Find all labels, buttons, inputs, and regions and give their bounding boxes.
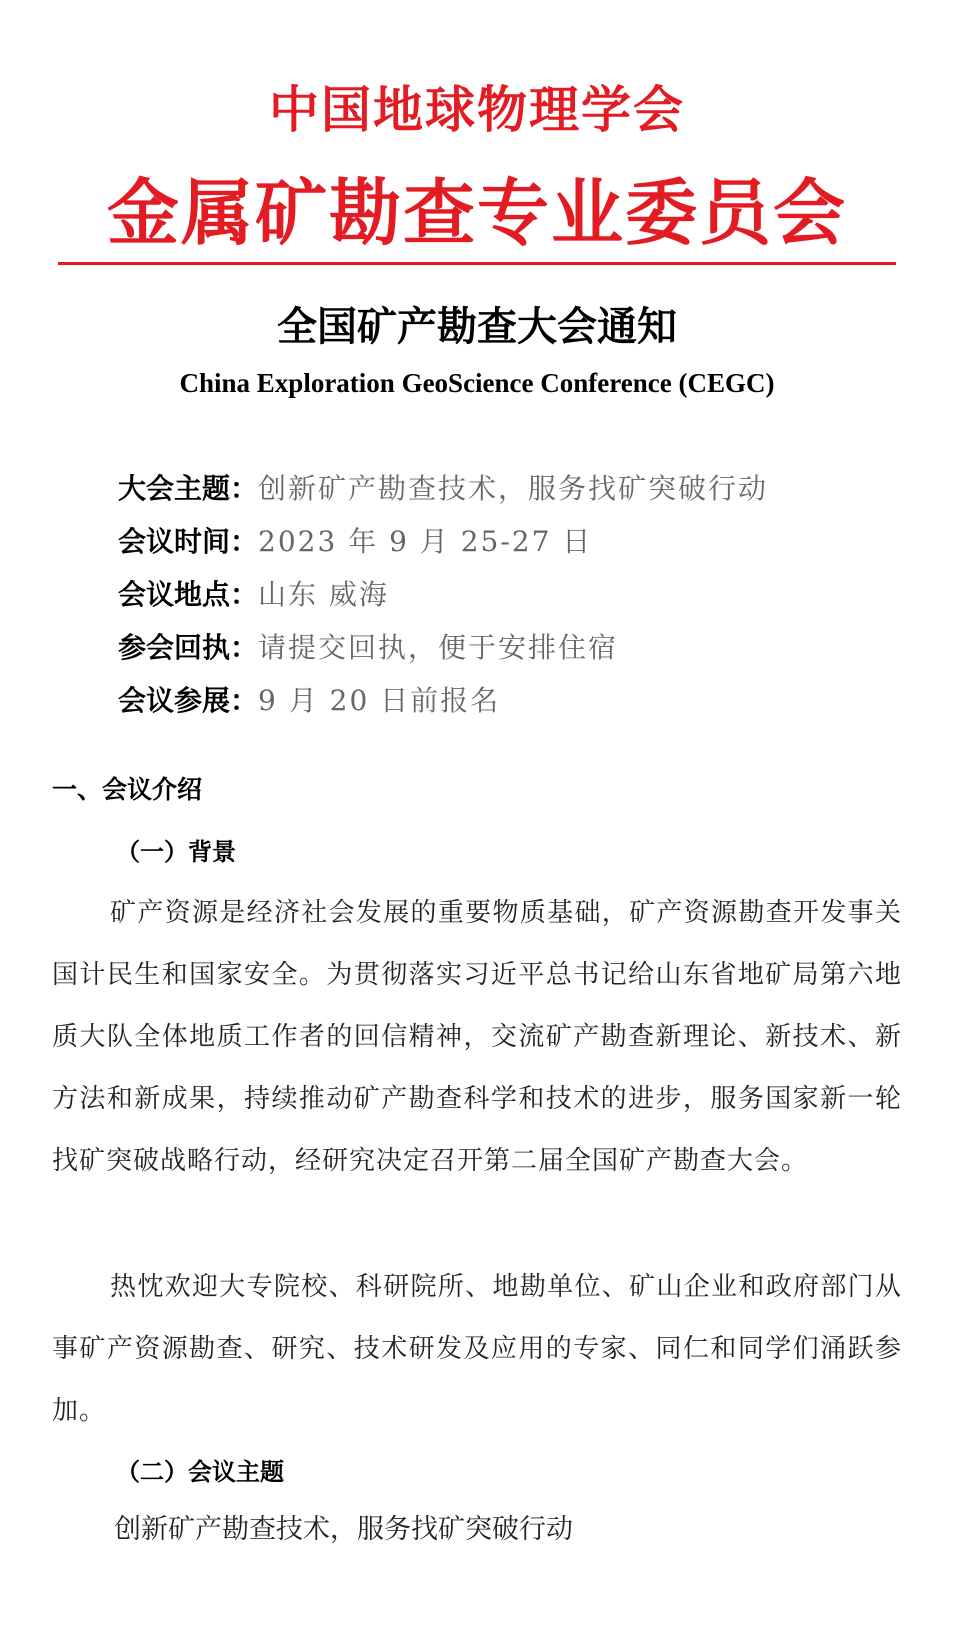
organization-name: 中国地球物理学会: [269, 81, 685, 139]
info-row-receipt: [118, 621, 768, 674]
header-divider: [58, 262, 896, 265]
info-label: 会议地点：: [118, 578, 259, 611]
conference-theme-text: 创新矿产勘查技术，服务找矿突破行动: [114, 1514, 573, 1545]
info-value: 2023 年 9 月 25-27 日: [258, 525, 593, 558]
info-value: 请提交回执，便于安排住宿: [258, 631, 619, 664]
info-label: 大会主题：: [118, 472, 259, 505]
info-row-location: [118, 568, 768, 621]
info-label: 会议时间：: [118, 525, 259, 558]
info-row-time: [118, 515, 768, 568]
invitation-paragraph: 热忱欢迎大专院校、科研院所、地勘单位、矿山企业和政府部门从事矿产资源勘查、研究、技术研发及应用的专家、同仁和同学们涌跃参加。: [52, 1272, 902, 1426]
info-value: 创新矿产勘查技术，服务找矿突破行动: [258, 472, 769, 505]
committee-name: 金属矿勘查专业委员会: [106, 171, 847, 255]
info-row-theme: [118, 462, 768, 515]
subsection-heading-theme: （二）会议主题: [116, 1457, 284, 1486]
info-label: 会议参展：: [118, 684, 259, 717]
info-label: 参会回执：: [118, 631, 259, 664]
english-title: China Exploration GeoScience Conference (CEGC): [179, 368, 775, 398]
background-paragraph: 矿产资源是经济社会发展的重要物质基础，矿产资源勘查开发事关国计民生和国家安全。为贯彻落实习近平总书记给山东省地矿局第六地质大队全体地质工作者的回信精神，交流矿产勘查新理论、新技术、新方法和新成果，持续推动矿产勘查科学和技术的进步，服务国家新一轮找矿突破战略行动，经研究决定召开第二届全国矿产勘查大会。: [52, 898, 902, 1176]
key-info-list: [118, 462, 768, 727]
info-value: 9 月 20 日前报名: [258, 684, 501, 717]
subsection-heading-background: （一）背景: [116, 837, 236, 866]
info-value: 山东 威海: [258, 578, 389, 611]
info-row-exhibition: [118, 674, 768, 727]
notice-title: 全国矿产勘查大会通知: [277, 304, 677, 350]
section-heading: 一、会议介绍: [52, 775, 203, 804]
